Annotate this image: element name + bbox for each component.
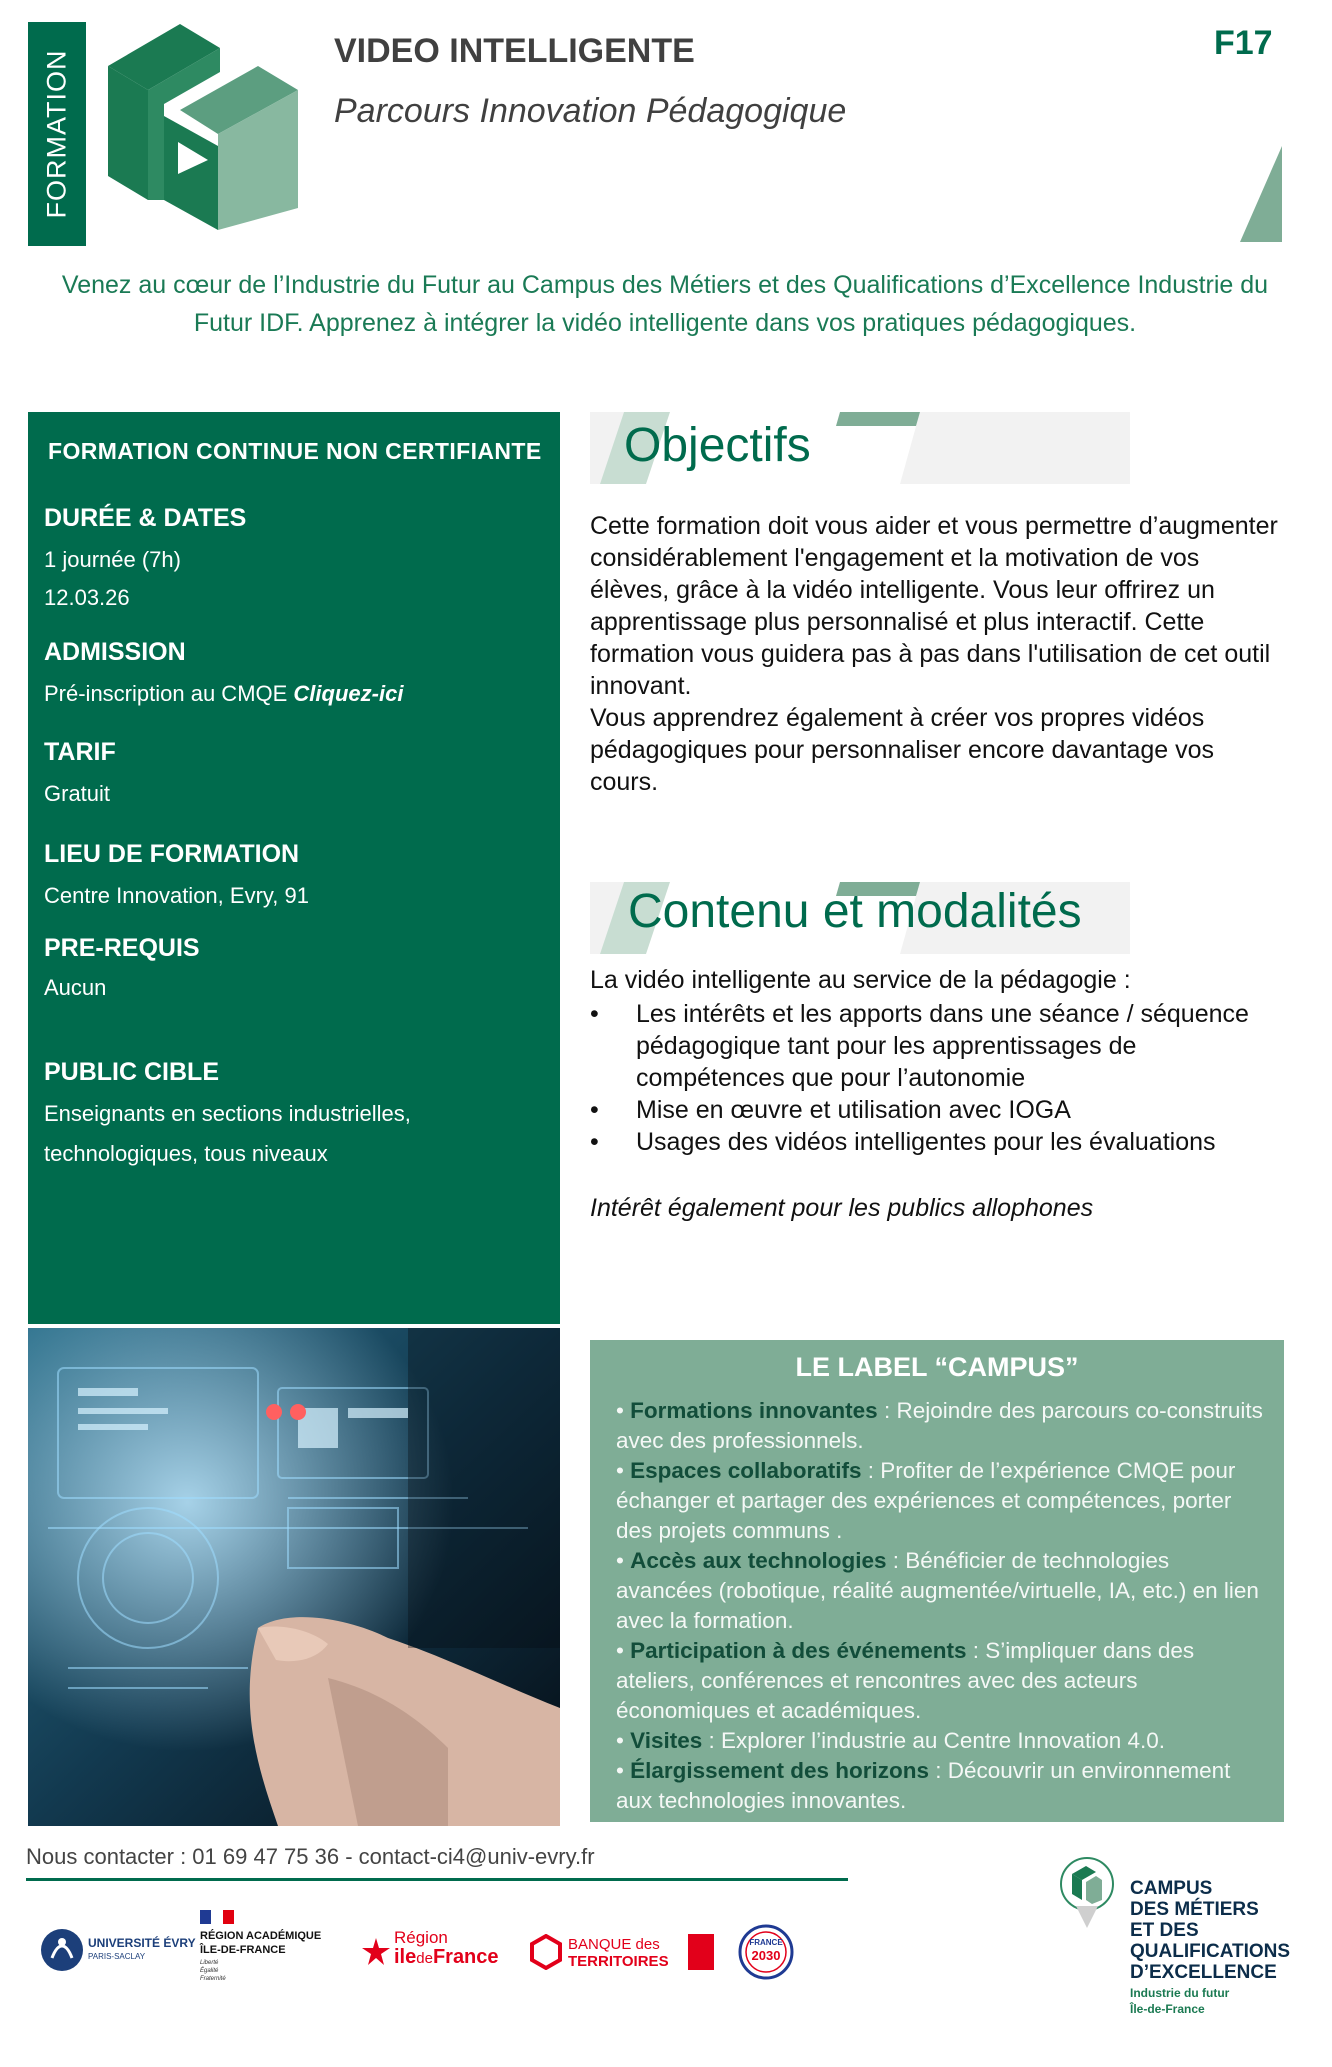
list-item: • Formations innovantes : Rejoindre des parcours co-construits avec des professionnels. — [616, 1398, 1263, 1453]
objectifs-paragraph-2: Vous apprendrez également à créer vos propres vidéos pédagogiques pour personnaliser encore davantage vos cours. — [590, 704, 1215, 796]
list-item: • Accès aux technologies : Bénéficier de technologies avancées (robotique, réalité augmentée/virtuelle, IA, etc.) en lien avec la formation. — [616, 1548, 1259, 1633]
label-campus-body — [616, 1396, 1266, 1816]
list-item: • Les intérêts et les apports dans une séance / séquence pédagogique tant pour les apprentissages de compétences que pour l’autonomie — [590, 1000, 1249, 1092]
corner-triangle-decoration — [1240, 146, 1282, 242]
star-icon — [362, 1938, 390, 1966]
label-campus-box — [590, 1340, 1284, 1822]
contenu-title: Contenu et modalités — [628, 885, 1082, 938]
document-subtitle: Parcours Innovation Pédagogique — [334, 92, 847, 130]
admission-text: Pré-inscription au CMQE — [44, 681, 294, 706]
footer-divider — [26, 1878, 848, 1881]
public-label: PUBLIC CIBLE — [44, 1058, 219, 1086]
duration-label: DURÉE & DATES — [44, 504, 247, 532]
evry-emblem-icon — [40, 1928, 84, 1972]
lieu-label: LIEU DE FORMATION — [44, 840, 300, 868]
prereq-label: PRE-REQUIS — [44, 934, 200, 962]
france-2030-logo: FRANCE 2030 — [738, 1924, 794, 1980]
bullet-icon: • — [590, 1000, 599, 1028]
document-title: VIDEO INTELLIGENTE — [334, 32, 695, 70]
bullet-icon: • — [590, 1096, 599, 1124]
cmqe-badge-icon — [1058, 1856, 1116, 1928]
contenu-note: Intérêt également pour les publics allophones — [590, 1194, 1094, 1222]
document-code: F17 — [1214, 24, 1273, 62]
contenu-intro: La vidéo intelligente au service de la pédagogie : — [590, 966, 1131, 994]
public-line-1: Enseignants en sections industrielles, — [44, 1101, 411, 1126]
cmqe-logo: CAMPUS DES MÉTIERS ET DES QUALIFICATIONS D’EXCELLENCE Industrie du futur Île-de-France — [1054, 1856, 1314, 2016]
admission-line — [44, 674, 403, 714]
contenu-list — [590, 998, 1290, 1158]
prereq-value: Aucun — [44, 975, 107, 1000]
info-panel — [28, 412, 560, 1324]
formation-band-label: FORMATION — [41, 49, 72, 219]
list-item: • Élargissement des horizons : Découvrir un environnement aux technologies innovantes. — [616, 1758, 1231, 1813]
admission-label: ADMISSION — [44, 638, 186, 666]
hexagon-icon — [530, 1934, 562, 1970]
list-item: • Mise en œuvre et utilisation avec IOGA — [590, 1096, 1071, 1124]
list-item: • Espaces collaboratifs : Profiter de l’expérience CMQE pour échanger et partager des expériences et compétences, porter des projets communs . — [616, 1458, 1236, 1543]
list-item: • Participation à des événements : S’impliquer dans des ateliers, conférences et rencontres avec des acteurs économiques et académiques. — [616, 1638, 1195, 1723]
list-item: • Visites : Explorer l’industrie au Centre Innovation 4.0. — [616, 1728, 1166, 1753]
technology-photo — [28, 1328, 560, 1826]
panel-heading: FORMATION CONTINUE NON CERTIFIANTE — [48, 438, 542, 464]
cube-logo-icon — [108, 24, 298, 230]
tarif-label: TARIF — [44, 738, 116, 766]
objectifs-text — [590, 510, 1280, 798]
duration-value: 1 journée (7h) — [44, 547, 181, 572]
lieu-value: Centre Innovation, Evry, 91 — [44, 883, 309, 908]
formation-band — [28, 22, 86, 246]
objectifs-title: Objectifs — [624, 419, 811, 472]
list-item: • Usages des vidéos intelligentes pour les évaluations — [590, 1128, 1216, 1156]
label-campus-title: LE LABEL “CAMPUS” — [795, 1352, 1079, 1382]
intro-text: Venez au cœur de l’Industrie du Futur au Campus des Métiers et des Qualifications d’Excellence Industrie du Futur IDF. Apprenez à intégrer la vidéo intelligente dans vos pratiques pédagogiques. — [61, 271, 1269, 337]
register-link[interactable]: Cliquez-ici — [293, 681, 404, 706]
date-value: 12.03.26 — [44, 585, 130, 610]
public-line-2: technologiques, tous niveaux — [44, 1141, 328, 1166]
caisse-depots-mark — [688, 1934, 714, 1970]
tarif-value: Gratuit — [44, 781, 111, 806]
french-flag-icon — [200, 1910, 234, 1924]
bullet-icon: • — [590, 1128, 599, 1156]
contact-line[interactable]: Nous contacter : 01 69 47 75 36 - contact-ci4@univ-evry.fr — [26, 1844, 595, 1869]
objectifs-paragraph-1: Cette formation doit vous aider et vous permettre d’augmenter considérablement l'engagement et la motivation de vos élèves, grâce à la vidéo intelligente. Vous leur offrirez un apprentissage plus personnalisé et plus interactif. Cette formation vous guidera pas à pas dans l'utilisation de cet outil innovant. — [590, 512, 1278, 700]
hand-touching-screen-image — [28, 1328, 560, 1826]
